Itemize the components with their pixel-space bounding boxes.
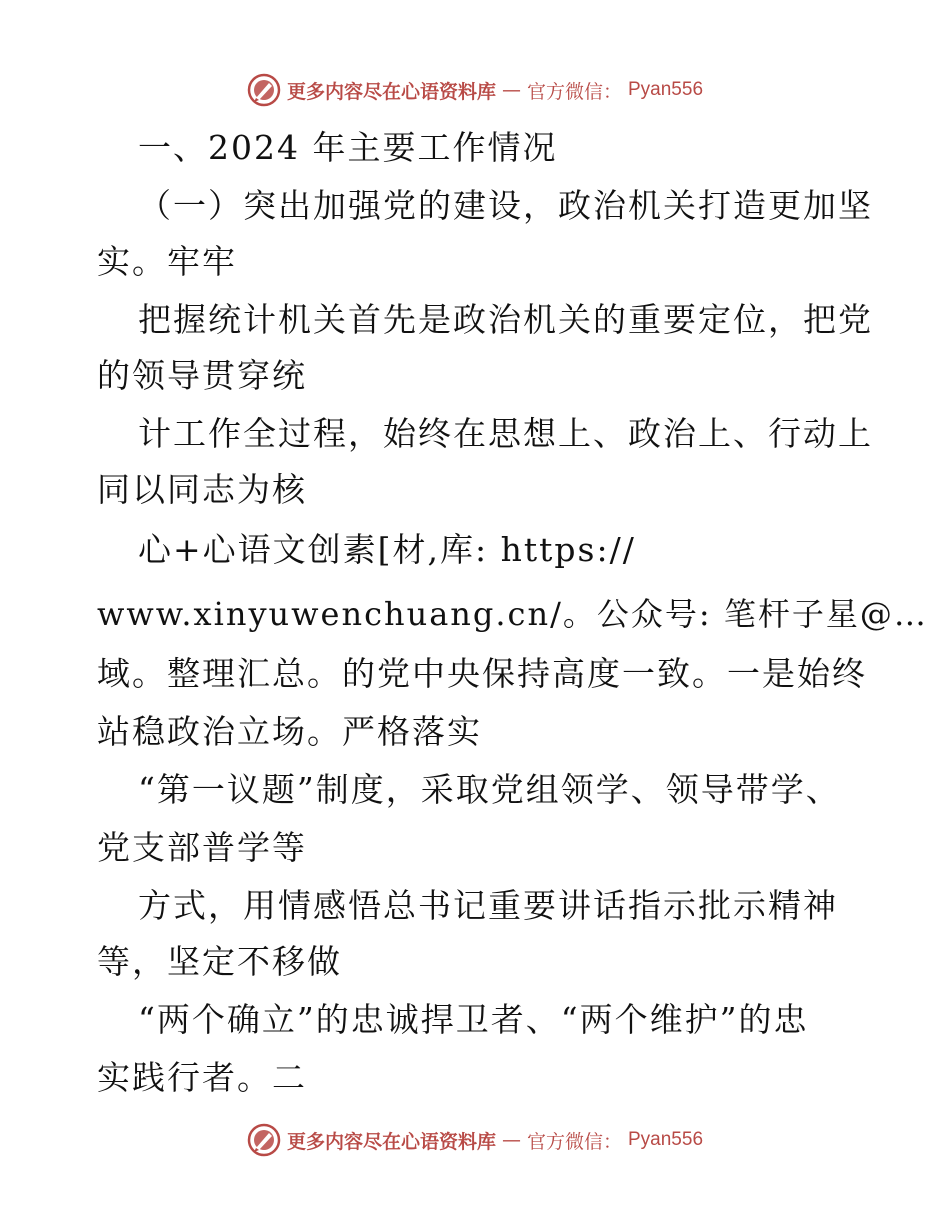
section-heading: 一、2024 年主要工作情况	[138, 128, 558, 167]
footer-watermark-banner	[0, 1120, 950, 1160]
paragraph-line: （一）突出加强党的建设，政治机关打造更加坚	[138, 186, 873, 225]
banner-site-name: 更多内容尽在心语资料库	[286, 80, 496, 103]
banner-wechat-id: Pyan556	[628, 1129, 704, 1150]
pen-circle-logo-icon	[247, 1123, 281, 1157]
paragraph-line: 党支部普学等	[97, 828, 307, 867]
paragraph-line: “第一议题”制度，采取党组领学、领导带学、	[138, 770, 841, 809]
banner-wechat-label: 官方微信：	[526, 1130, 622, 1153]
paragraph-line: 把握统计机关首先是政治机关的重要定位，把党	[138, 300, 873, 339]
paragraph-line: 站稳政治立场。严格落实	[97, 712, 482, 751]
paragraph-line: 域。整理汇总。的党中央保持高度一致。一是始终	[97, 654, 867, 693]
banner-dash: —	[501, 1129, 521, 1151]
paragraph-line: 等，坚定不移做	[97, 942, 342, 981]
banner-dash: —	[501, 79, 521, 101]
banner-wechat-id: Pyan556	[628, 79, 704, 100]
paragraph-line: 心+心语文创素[材,库: https://	[138, 530, 636, 569]
banner-site-name: 更多内容尽在心语资料库	[286, 1130, 496, 1153]
paragraph-line: 方式，用情感悟总书记重要讲话指示批示精神	[138, 886, 838, 925]
paragraph-line: 实践行者。二	[97, 1058, 307, 1097]
paragraph-line: 的领导贯穿统	[97, 356, 307, 395]
paragraph-line: www.xinyuwenchuang.cn/。公众号: 笔杆子星@…	[97, 595, 928, 633]
paragraph-line: 同以同志为核	[97, 470, 307, 509]
banner-wechat-label: 官方微信：	[526, 80, 622, 103]
paragraph-line: 计工作全过程，始终在思想上、政治上、行动上	[138, 414, 873, 453]
paragraph-line: “两个确立”的忠诚捍卫者、“两个维护”的忠	[138, 1000, 809, 1039]
paragraph-line: 实。牢牢	[97, 242, 237, 281]
